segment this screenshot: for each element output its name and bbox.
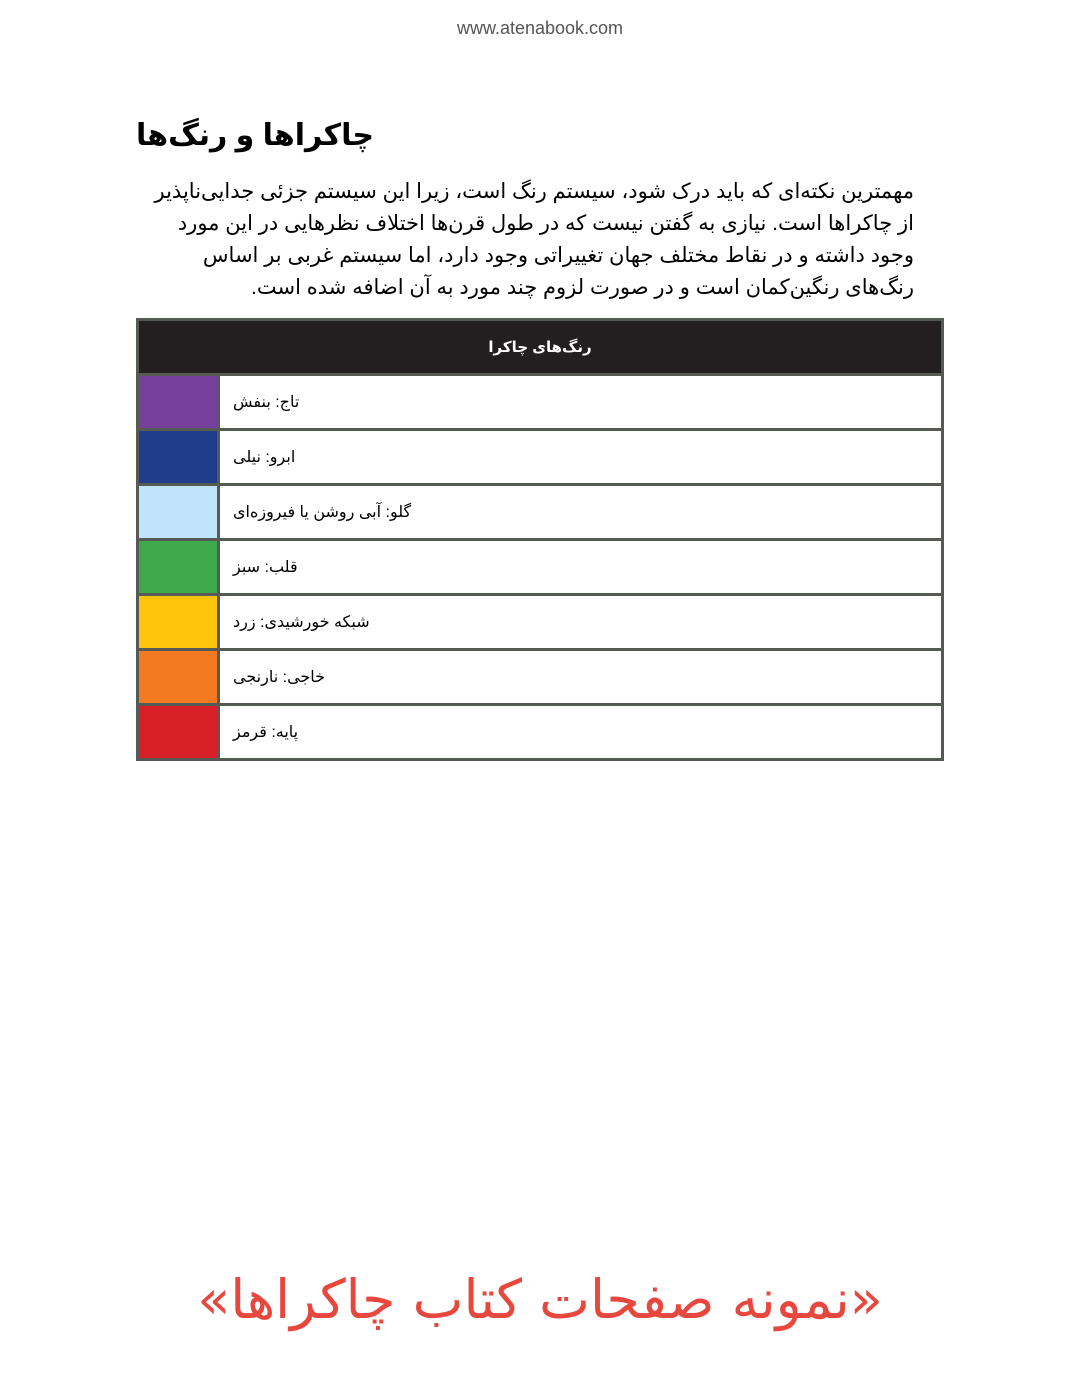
chakra-label-cell (219, 540, 943, 595)
chakra-label: گلو: آبی روشن یا فیروزه‌ای (233, 504, 412, 521)
site-url: www.atenabook.com (456, 18, 624, 38)
table-row (138, 650, 943, 705)
table-row (138, 485, 943, 540)
table-header: رنگ‌های چاکرا (138, 320, 943, 375)
section-title: چاکراها و رنگ‌ها (136, 119, 374, 152)
intro-paragraph: مهمترین نکته‌ای که باید درک شود، سیستم رنگ است، زیرا این سیستم جزئی جدایی‌ناپذیر از چاکراها است. نیازی به گفتن نیست که در طول قرن‌ها اختلاف نظرهایی در این مورد وجود داشته و در نقاط مختلف جهان تغییراتی وجود دارد، اما سیستم غربی بر اساس رنگ‌های رنگین‌کمان است و در صورت لزوم چند مورد به آن اضافه شده است. (154, 180, 914, 299)
chakra-label-cell (219, 375, 943, 430)
chakra-label: ابرو: نیلی (233, 449, 296, 466)
chakra-label-cell (219, 430, 943, 485)
section-heading-container (136, 118, 944, 153)
color-swatch (138, 595, 219, 650)
chakra-label: قلب: سبز (233, 559, 298, 576)
chakra-colors-table (136, 318, 944, 761)
chakra-label: پایه: قرمز (233, 724, 299, 741)
table-row (138, 595, 943, 650)
chakra-label-cell (219, 485, 943, 540)
color-swatch (138, 430, 219, 485)
chakra-label: تاج: بنفش (233, 394, 300, 411)
chakra-label: خاجی: نارنجی (233, 669, 326, 686)
color-swatch (138, 375, 219, 430)
color-swatch (138, 485, 219, 540)
table-row (138, 375, 943, 430)
color-swatch (138, 705, 219, 760)
table-row (138, 540, 943, 595)
chakra-label-cell (219, 650, 943, 705)
table-row (138, 430, 943, 485)
chakra-label-cell (219, 595, 943, 650)
sample-pages-watermark: «نمونه صفحات کتاب چاکراها» (197, 1268, 883, 1331)
chakra-label: شبکه خورشیدی: زرد (233, 614, 370, 631)
table-header-row (138, 320, 943, 375)
color-swatch (138, 540, 219, 595)
color-swatch (138, 650, 219, 705)
chakra-label-cell (219, 705, 943, 760)
table-row (138, 705, 943, 760)
